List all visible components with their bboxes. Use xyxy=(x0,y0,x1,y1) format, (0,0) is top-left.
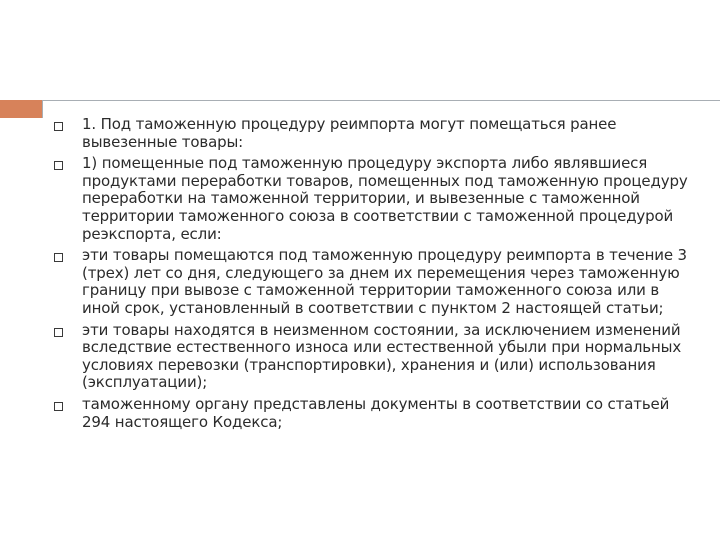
square-bullet-icon xyxy=(54,402,63,411)
bullet-text: 1) помещенные под таможенную процедуру экспорта либо являвшиеся продуктами переработки товаров, помещенных под таможенную процедуру переработки на таможенной территории, и вывезенные с таможенной территории таможенного союза в соответствии с таможенной процедурой реэкспорта, если: xyxy=(82,154,688,243)
bullet-item xyxy=(54,322,694,392)
bullet-item xyxy=(54,116,694,151)
accent-block xyxy=(0,100,42,118)
slide-content xyxy=(54,116,694,435)
bullet-text: таможенному органу представлены документы в соответствии со статьей 294 настоящего Кодекса; xyxy=(82,394,670,431)
bullet-item xyxy=(54,155,694,243)
bullet-text: 1. Под таможенную процедуру реимпорта могут помещаться ранее вывезенные товары: xyxy=(82,115,617,151)
bullet-text: эти товары помещаются под таможенную процедуру реимпорта в течение 3 (трех) лет со дня, следующего за днем их перемещения через таможенную границу при вывозе с таможенной территории таможенного союза или в иной срок, установленный в соответствии с пунктом 2 настоящей статьи; xyxy=(82,246,687,317)
square-bullet-icon xyxy=(54,253,63,262)
bullet-text: эти товары находятся в неизменном состоянии, за исключением изменений вследствие естественного износа или естественной убыли при нормальных условиях перевозки (транспортировки), хранения и (или) использования (эксплуатации); xyxy=(82,320,682,392)
bullet-item xyxy=(54,247,694,317)
side-rule xyxy=(42,101,43,118)
square-bullet-icon xyxy=(54,161,63,170)
square-bullet-icon xyxy=(54,328,63,337)
bullet-item xyxy=(54,396,694,431)
square-bullet-icon xyxy=(54,122,63,131)
header-rule xyxy=(42,100,720,101)
